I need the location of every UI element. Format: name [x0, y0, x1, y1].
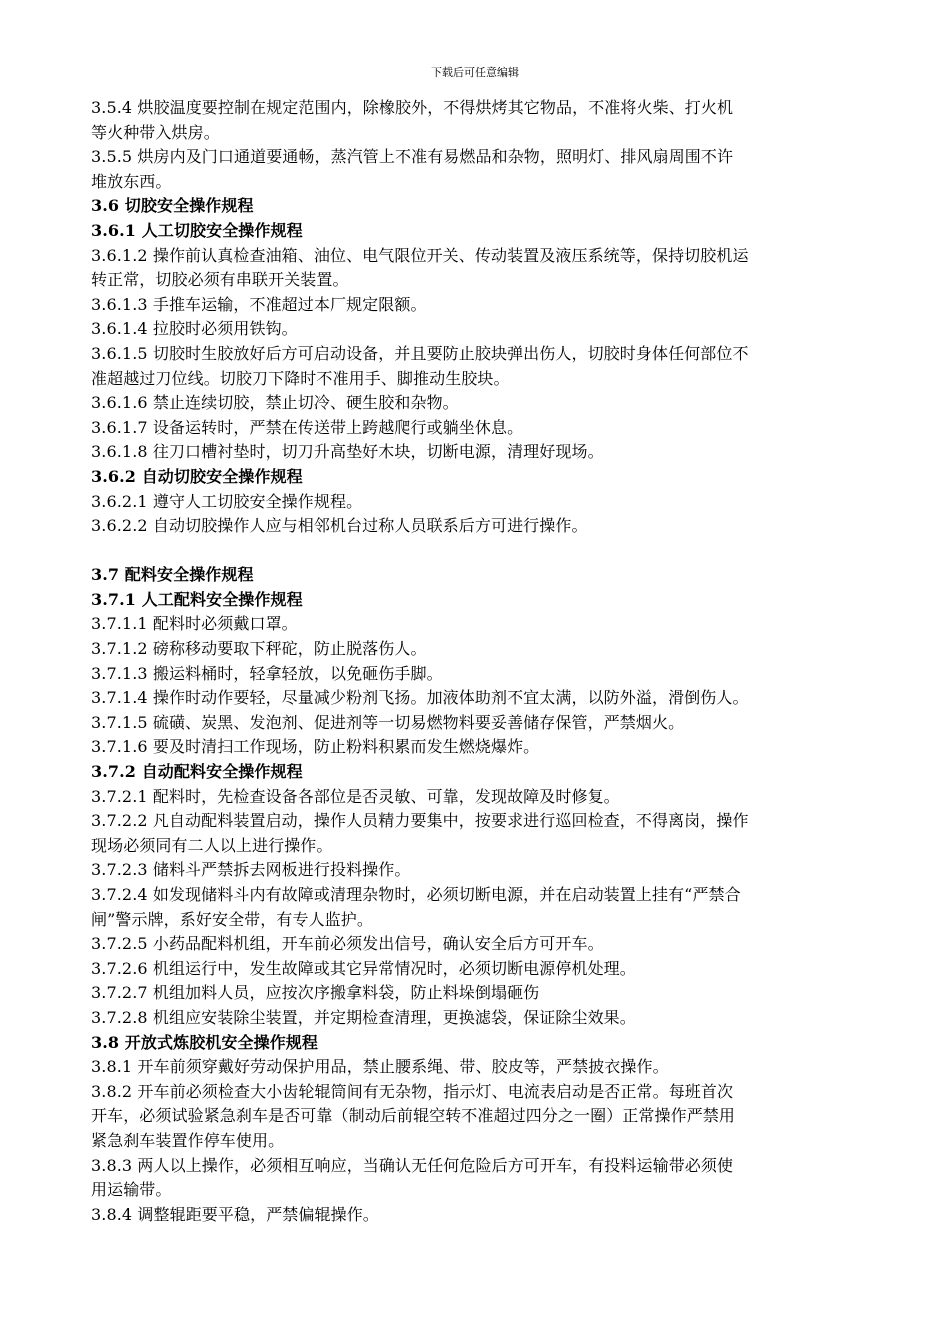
text-line: 3.6.1.4 拉胶时必须用铁钩。: [91, 319, 298, 339]
text-line: 3.5.4 烘胶温度要控制在规定范围内，除橡胶外，不得烘烤其它物品，不准将火柴、打火机: [91, 98, 734, 117]
text-line: 转正常，切胶必须有串联开关装置。: [91, 270, 349, 290]
section-heading: 3.7.1 人工配料安全操作规程: [91, 589, 303, 609]
text-line: 3.8.1 开车前须穿戴好劳动保护用品，禁止腰系绳、带、胶皮等，严禁披衣操作。: [91, 1057, 669, 1077]
text-line: 3.6.1.5 切胶时生胶放好后方可启动设备，并且要防止胶块弹出伤人，切胶时身体任何部位不: [91, 343, 749, 363]
text-line: 开车，必须试验紧急刹车是否可靠（制动后前辊空转不准超过四分之一圈）正常操作严禁用: [91, 1106, 736, 1126]
text-line: 堆放东西。: [91, 171, 172, 191]
text-line: 等火种带入烘房。: [91, 122, 220, 142]
text-line: 3.7.1.5 硫磺、炭黑、发泡剂、促进剂等一切易燃物料要妥善储存保管，严禁烟火。: [91, 712, 685, 732]
text-line: 3.6.1.2 操作前认真检查油箱、油位、电气限位开关、传动装置及液压系统等，保持切胶机运: [91, 245, 749, 265]
text-line: 3.7.2.1 配料时，先检查设备各部位是否灵敏、可靠，发现故障及时修复。: [91, 786, 620, 806]
section-heading: 3.8 开放式炼胶机安全操作规程: [91, 1032, 319, 1052]
text-line: 3.6.1.7 设备运转时，严禁在传送带上跨越爬行或躺坐休息。: [91, 417, 524, 437]
text-line: 3.8.2 开车前必须检查大小齿轮辊筒间有无杂物，指示灯、电流表启动是否正常。每班首次: [91, 1081, 734, 1101]
section-heading: 3.6 切胶安全操作规程: [91, 196, 254, 216]
section-heading: 3.6.2 自动切胶安全操作规程: [91, 466, 303, 486]
text-line: 3.8.4 调整辊距要平稳，严禁偏辊操作。: [91, 1204, 379, 1224]
text-line: 3.7.2.8 机组应安装除尘装置，并定期检查清理，更换滤袋，保证除尘效果。: [91, 1007, 636, 1027]
text-line: 3.7.1.2 磅称移动要取下秤砣，防止脱落伤人。: [91, 639, 427, 659]
text-line: 3.7.1.3 搬运料桶时，轻拿轻放，以免砸伤手脚。: [91, 663, 443, 683]
text-line: 3.7.1.4 操作时动作要轻，尽量减少粉剂飞扬。加液体助剂不宜太满，以防外溢，滑倒伤人。: [91, 688, 749, 708]
section-heading: 3.7 配料安全操作规程: [91, 565, 254, 585]
text-line: 3.8.3 两人以上操作，必须相互响应，当确认无任何危险后方可开车，有投料运输带必须使: [91, 1155, 734, 1175]
text-line: 3.7.2.2 凡自动配料装置启动，操作人员精力要集中，按要求进行巡回检查，不得离岗，操作: [91, 811, 749, 831]
text-line: 现场必须同有二人以上进行操作。: [91, 835, 333, 855]
text-line: 3.6.2.1 遵守人工切胶安全操作规程。: [91, 491, 363, 511]
text-line: 3.6.2.2 自动切胶操作人应与相邻机台过称人员联系后方可进行操作。: [91, 516, 588, 536]
text-line: 3.5.5 烘房内及门口通道要通畅，蒸汽管上不准有易燃品和杂物，照明灯、排风扇周围不许: [91, 147, 734, 167]
text-line: 3.7.1.6 要及时清扫工作现场，防止粉料积累而发生燃烧爆炸。: [91, 737, 540, 757]
text-line: 3.6.1.6 禁止连续切胶，禁止切冷、硬生胶和杂物。: [91, 393, 459, 413]
page-header: 下载后可任意编辑: [431, 66, 519, 79]
text-line: 3.7.2.4 如发现储料斗内有故障或清理杂物时，必须切断电源，并在启动装置上挂有“严禁合: [91, 885, 741, 904]
text-line: 用运输带。: [91, 1180, 172, 1200]
text-line: 紧急刹车装置作停车使用。: [91, 1130, 285, 1150]
text-line: 3.7.1.1 配料时必须戴口罩。: [91, 614, 298, 634]
text-line: 3.7.2.3 储料斗严禁拆去网板进行投料操作。: [91, 860, 411, 880]
section-heading: 3.6.1 人工切胶安全操作规程: [91, 220, 303, 240]
text-line: 准超越过刀位线。切胶刀下降时不准用手、脚推动生胶块。: [91, 368, 510, 388]
text-line: 3.6.1.8 往刀口槽衬垫时，切刀升高垫好木块，切断电源，清理好现场。: [91, 442, 604, 462]
document-body: [91, 96, 861, 1227]
text-line: 3.6.1.3 手推车运输，不准超过本厂规定限额。: [91, 294, 427, 314]
text-line: 3.7.2.5 小药品配料机组，开车前必须发出信号，确认安全后方可开车。: [91, 934, 604, 954]
blank-line: [91, 539, 861, 564]
text-line: 3.7.2.6 机组运行中，发生故障或其它异常情况时，必须切断电源停机处理。: [91, 958, 636, 978]
text-line: 3.7.2.7 机组加料人员，应按次序搬拿料袋，防止料垛倒塌砸伤: [91, 983, 540, 1003]
section-heading: 3.7.2 自动配料安全操作规程: [91, 762, 303, 782]
text-line: 闸”警示牌，系好安全带，有专人监护。: [91, 909, 373, 929]
